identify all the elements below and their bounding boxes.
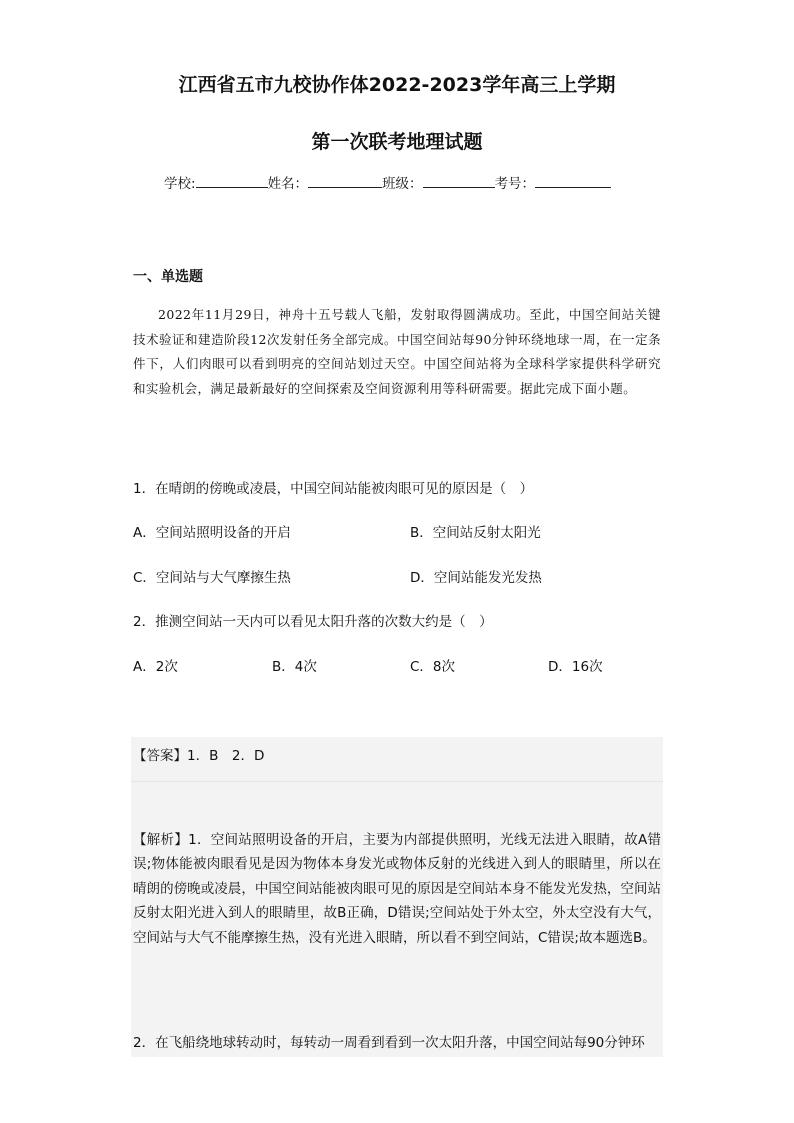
answer-line: 【答案】1．B 2．D bbox=[133, 748, 265, 764]
name-blank[interactable] bbox=[308, 173, 382, 188]
exam-title-line1: 江西省五市九校协作体2022-2023学年高三上学期 bbox=[178, 74, 616, 96]
student-info-row bbox=[164, 172, 611, 192]
question-1-option-b[interactable]: B．空间站反射太阳光 bbox=[410, 525, 541, 541]
class-blank[interactable] bbox=[423, 173, 495, 188]
class-label: 班级： bbox=[382, 176, 423, 192]
exam-number-label: 考号： bbox=[494, 176, 536, 192]
school-blank[interactable] bbox=[196, 173, 268, 188]
exam-title-line2: 第一次联考地理试题 bbox=[311, 131, 483, 153]
analysis-paragraph-2: 2．在飞船绕地球转动时，每转动一周看到看到一次太阳升落，中国空间站每90分钟环 bbox=[133, 1035, 645, 1051]
question-2-option-d[interactable]: D．16次 bbox=[548, 659, 603, 675]
analysis-paragraph-1: 【解析】1．空间站照明设备的开启，主要为内部提供照明，光线无法进入眼睛，故A错误;物体能被肉眼看见是因为物体本身发光或物体反射的光线进入到人的眼睛里，所以在晴朗的傍晚或凌晨，中国空间站能被肉眼可见的原因是空间站本身不能发光发热，空间站反射太阳光进入到人的眼睛里，故B正确，D错误;空间站处于外太空，外太空没有大气，空间站与大气不能摩擦生热，没有光进入眼睛，所以看不到空间站，C错误;故本题选B。 bbox=[133, 832, 661, 946]
answer-divider bbox=[131, 781, 663, 782]
exam-number-blank[interactable] bbox=[535, 173, 611, 188]
question-1-stem: 1．在晴朗的傍晚或凌晨，中国空间站能被肉眼可见的原因是（ ） bbox=[133, 481, 534, 497]
section-title: 一、单选题 bbox=[133, 269, 203, 285]
school-label: 学校: bbox=[164, 176, 196, 192]
question-1-option-a[interactable]: A．空间站照明设备的开启 bbox=[133, 525, 291, 541]
question-2-option-b[interactable]: B．4次 bbox=[272, 659, 317, 675]
name-label: 姓名： bbox=[267, 176, 309, 192]
question-1-option-c[interactable]: C．空间站与大气摩擦生热 bbox=[133, 570, 291, 586]
reading-passage: 2022年11月29日，神舟十五号载人飞船，发射取得圆满成功。至此，中国空间站关键技术验证和建造阶段12次发射任务全部完成。中国空间站每90分钟环绕地球一周，在一定条件下，人们肉眼可以看到明亮的空间站划过天空。中国空间站将为全球科学家提供科学研究和实验机会，满足最新最好的空间探索及空间资源利用等科研需要。据此完成下面小题。 bbox=[133, 307, 661, 396]
question-2-stem: 2．推测空间站一天内可以看见太阳升落的次数大约是（ ） bbox=[133, 614, 493, 630]
question-1-option-d[interactable]: D．空间站能发光发热 bbox=[410, 570, 542, 586]
question-2-option-c[interactable]: C．8次 bbox=[410, 659, 456, 675]
question-2-option-a[interactable]: A．2次 bbox=[133, 659, 178, 675]
